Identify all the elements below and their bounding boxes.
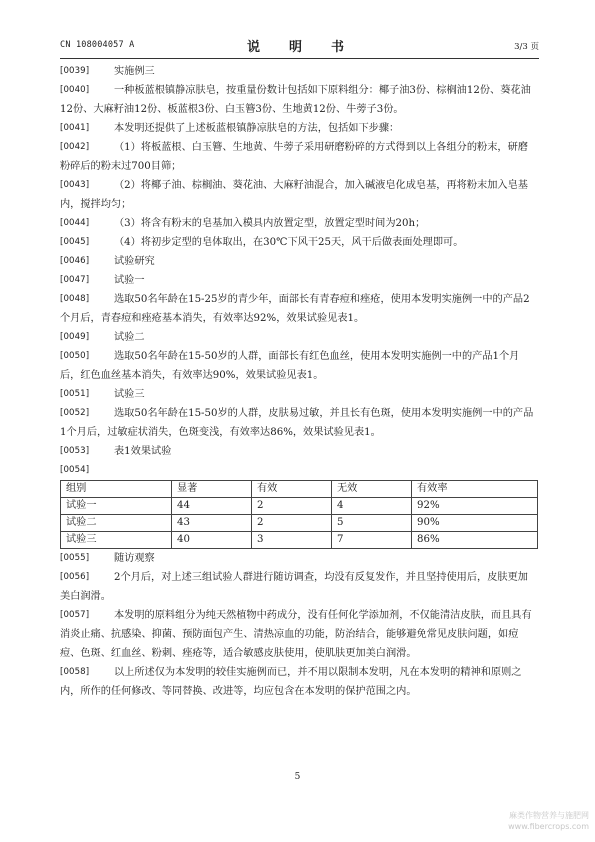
paragraph-number: [0047] [60, 275, 90, 285]
table-header-cell: 有效 [252, 481, 332, 498]
paragraph-number: [0045] [60, 237, 90, 247]
paragraph [60, 119, 538, 138]
table-cell: 试验三 [61, 532, 172, 549]
paragraph [60, 233, 538, 252]
paragraph-text: （1）将板蓝根、白玉簪、生地黄、牛蒡子采用研磨粉碎的方式得到以上各组分的粉末，研磨粉碎后的粉末过700目筛； [60, 142, 528, 172]
paragraph-number: [0044] [60, 218, 90, 228]
table-cell: 3 [252, 532, 332, 549]
paragraph [60, 442, 538, 461]
paragraph [60, 271, 538, 290]
paragraph-text: 本发明的原料组分为纯天然植物中药成分，没有任何化学添加剂，不仅能清洁皮肤，而且具有消炎止痛、抗感染、抑菌、预防面包产生、清热凉血的功能，防治结合，能够避免常见皮肤问题，如痘痘、色斑、红血丝、粉刺、痤疮等，适合敏感皮肤使用，使肌肤更加美白润滑。 [60, 610, 532, 659]
paragraph-number: [0052] [60, 408, 90, 418]
paragraph-number: [0051] [60, 389, 90, 399]
table-cell: 44 [172, 498, 252, 515]
table-cell: 5 [332, 515, 412, 532]
paragraph [60, 549, 538, 568]
paragraph [60, 252, 538, 271]
paragraph-text: 2个月后，对上述三组试验人群进行随访调查，均没有反复发作，并且坚持使用后，皮肤更加美白润滑。 [60, 572, 528, 602]
paragraph-text: 试验三 [114, 389, 145, 400]
paragraph [60, 328, 538, 347]
paragraph-number: [0057] [60, 610, 90, 620]
paragraph [60, 214, 538, 233]
watermark-line: 麻类作物营养与施肥网 [509, 811, 589, 820]
paragraph-number: [0056] [60, 572, 90, 582]
paragraph-number: [0058] [60, 667, 90, 677]
table-cell: 4 [332, 498, 412, 515]
paragraph-text: 选取50名年龄在15-50岁的人群，面部长有红色血丝，使用本发明实施例一中的产品1个月后，红色血丝基本消失，有效率达90%，效果试验见表1。 [60, 351, 520, 381]
paragraph-text [114, 461, 538, 480]
table-header-row [61, 481, 538, 498]
table-cell: 90% [412, 515, 538, 532]
paragraph-text: （4）将初步定型的皂体取出，在30℃下风干25天，风干后做表面处理即可。 [114, 237, 464, 248]
paragraphs-before-table [60, 62, 538, 480]
paragraph-number: [0042] [60, 142, 90, 152]
paragraph [60, 81, 538, 119]
paragraph [60, 290, 538, 328]
paragraph [60, 663, 538, 701]
document-header [60, 36, 539, 56]
table-cell: 试验一 [61, 498, 172, 515]
effect-test-table [60, 480, 538, 549]
paragraph-number: [0048] [60, 294, 90, 304]
paragraph-text: 试验研究 [114, 256, 155, 267]
paragraph [60, 385, 538, 404]
table-row [61, 498, 538, 515]
watermark-line: www.fibercrops.com [508, 822, 589, 831]
table-header-cell: 有效率 [412, 481, 538, 498]
paragraph-text: 随访观察 [114, 553, 155, 564]
paragraph-number: [0053] [60, 446, 90, 456]
paragraph-text: 实施例三 [114, 66, 155, 77]
paragraph-number: [0049] [60, 332, 90, 342]
document-body [60, 62, 538, 701]
paragraph-text: 选取50名年龄在15-25岁的青少年，面部长有青春痘和痤疮，使用本发明实施例一中的产品2个月后，青春痘和痤疮基本消失，有效率达92%，效果试验见表1。 [60, 294, 530, 324]
paragraph [60, 461, 538, 480]
paragraph [60, 606, 538, 663]
table-cell: 2 [252, 498, 332, 515]
table-header-cell: 无效 [332, 481, 412, 498]
paragraph-number: [0046] [60, 256, 90, 266]
paragraph-number: [0041] [60, 123, 90, 133]
table-cell: 43 [172, 515, 252, 532]
site-watermark [508, 810, 589, 832]
table-cell: 2 [252, 515, 332, 532]
table-cell: 86% [412, 532, 538, 549]
publication-number: CN 108004057 A [60, 40, 135, 50]
paragraph [60, 176, 538, 214]
paragraph-text: 一种板蓝根镇静凉肤皂，按重量份数计包括如下原料组分：椰子油3份、棕榈油12份、葵花油12份、大麻籽油12份、板蓝根3份、白玉簪3份、生地黄12份、牛蒡子3份。 [60, 85, 531, 115]
paragraph-number: [0050] [60, 351, 90, 361]
table-header-cell: 显著 [172, 481, 252, 498]
paragraph-number: [0040] [60, 85, 90, 95]
paragraph-number: [0054] [60, 465, 90, 475]
paragraph-number: [0039] [60, 66, 90, 76]
paragraph [60, 138, 538, 176]
paragraph-text: （2）将椰子油、棕榈油、葵花油、大麻籽油混合，加入碱液皂化成皂基，再将粉末加入皂基内，搅拌均匀； [60, 180, 528, 210]
paragraph [60, 568, 538, 606]
paragraph-text: 本发明还提供了上述板蓝根镇静凉肤皂的方法，包括如下步骤： [114, 123, 400, 134]
table-row [61, 515, 538, 532]
paragraph-text: 以上所述仅为本发明的较佳实施例而已，并不用以限制本发明，凡在本发明的精神和原则之内，所作的任何修改、等同替换、改进等，均应包含在本发明的保护范围之内。 [60, 667, 522, 697]
table-cell: 试验二 [61, 515, 172, 532]
paragraph [60, 404, 538, 442]
paragraph [60, 347, 538, 385]
page-indicator: 3/3 页 [514, 42, 539, 52]
paragraph-text: 试验二 [114, 332, 145, 343]
paragraph-text: 表1效果试验 [114, 446, 172, 457]
paragraph-text: 试验一 [114, 275, 145, 286]
paragraph [60, 62, 538, 81]
table-cell: 40 [172, 532, 252, 549]
table-row [61, 532, 538, 549]
table-header-cell: 组别 [61, 481, 172, 498]
paragraphs-after-table [60, 549, 538, 701]
paragraph-number: [0043] [60, 180, 90, 190]
paragraph-text: 选取50名年龄在15-50岁的人群，皮肤易过敏，并且长有色斑，使用本发明实施例一中的产品1个月后，过敏症状消失，色斑变浅，有效率达86%，效果试验见表1。 [60, 408, 534, 438]
paragraph-text: （3）将含有粉末的皂基加入模具内放置定型，放置定型时间为20h； [114, 218, 426, 229]
document-title: 说 明 书 [246, 40, 352, 55]
paragraph-number: [0055] [60, 553, 90, 563]
header-rule [60, 58, 539, 59]
table-cell: 7 [332, 532, 412, 549]
page-number: 5 [294, 772, 301, 782]
table-cell: 92% [412, 498, 538, 515]
